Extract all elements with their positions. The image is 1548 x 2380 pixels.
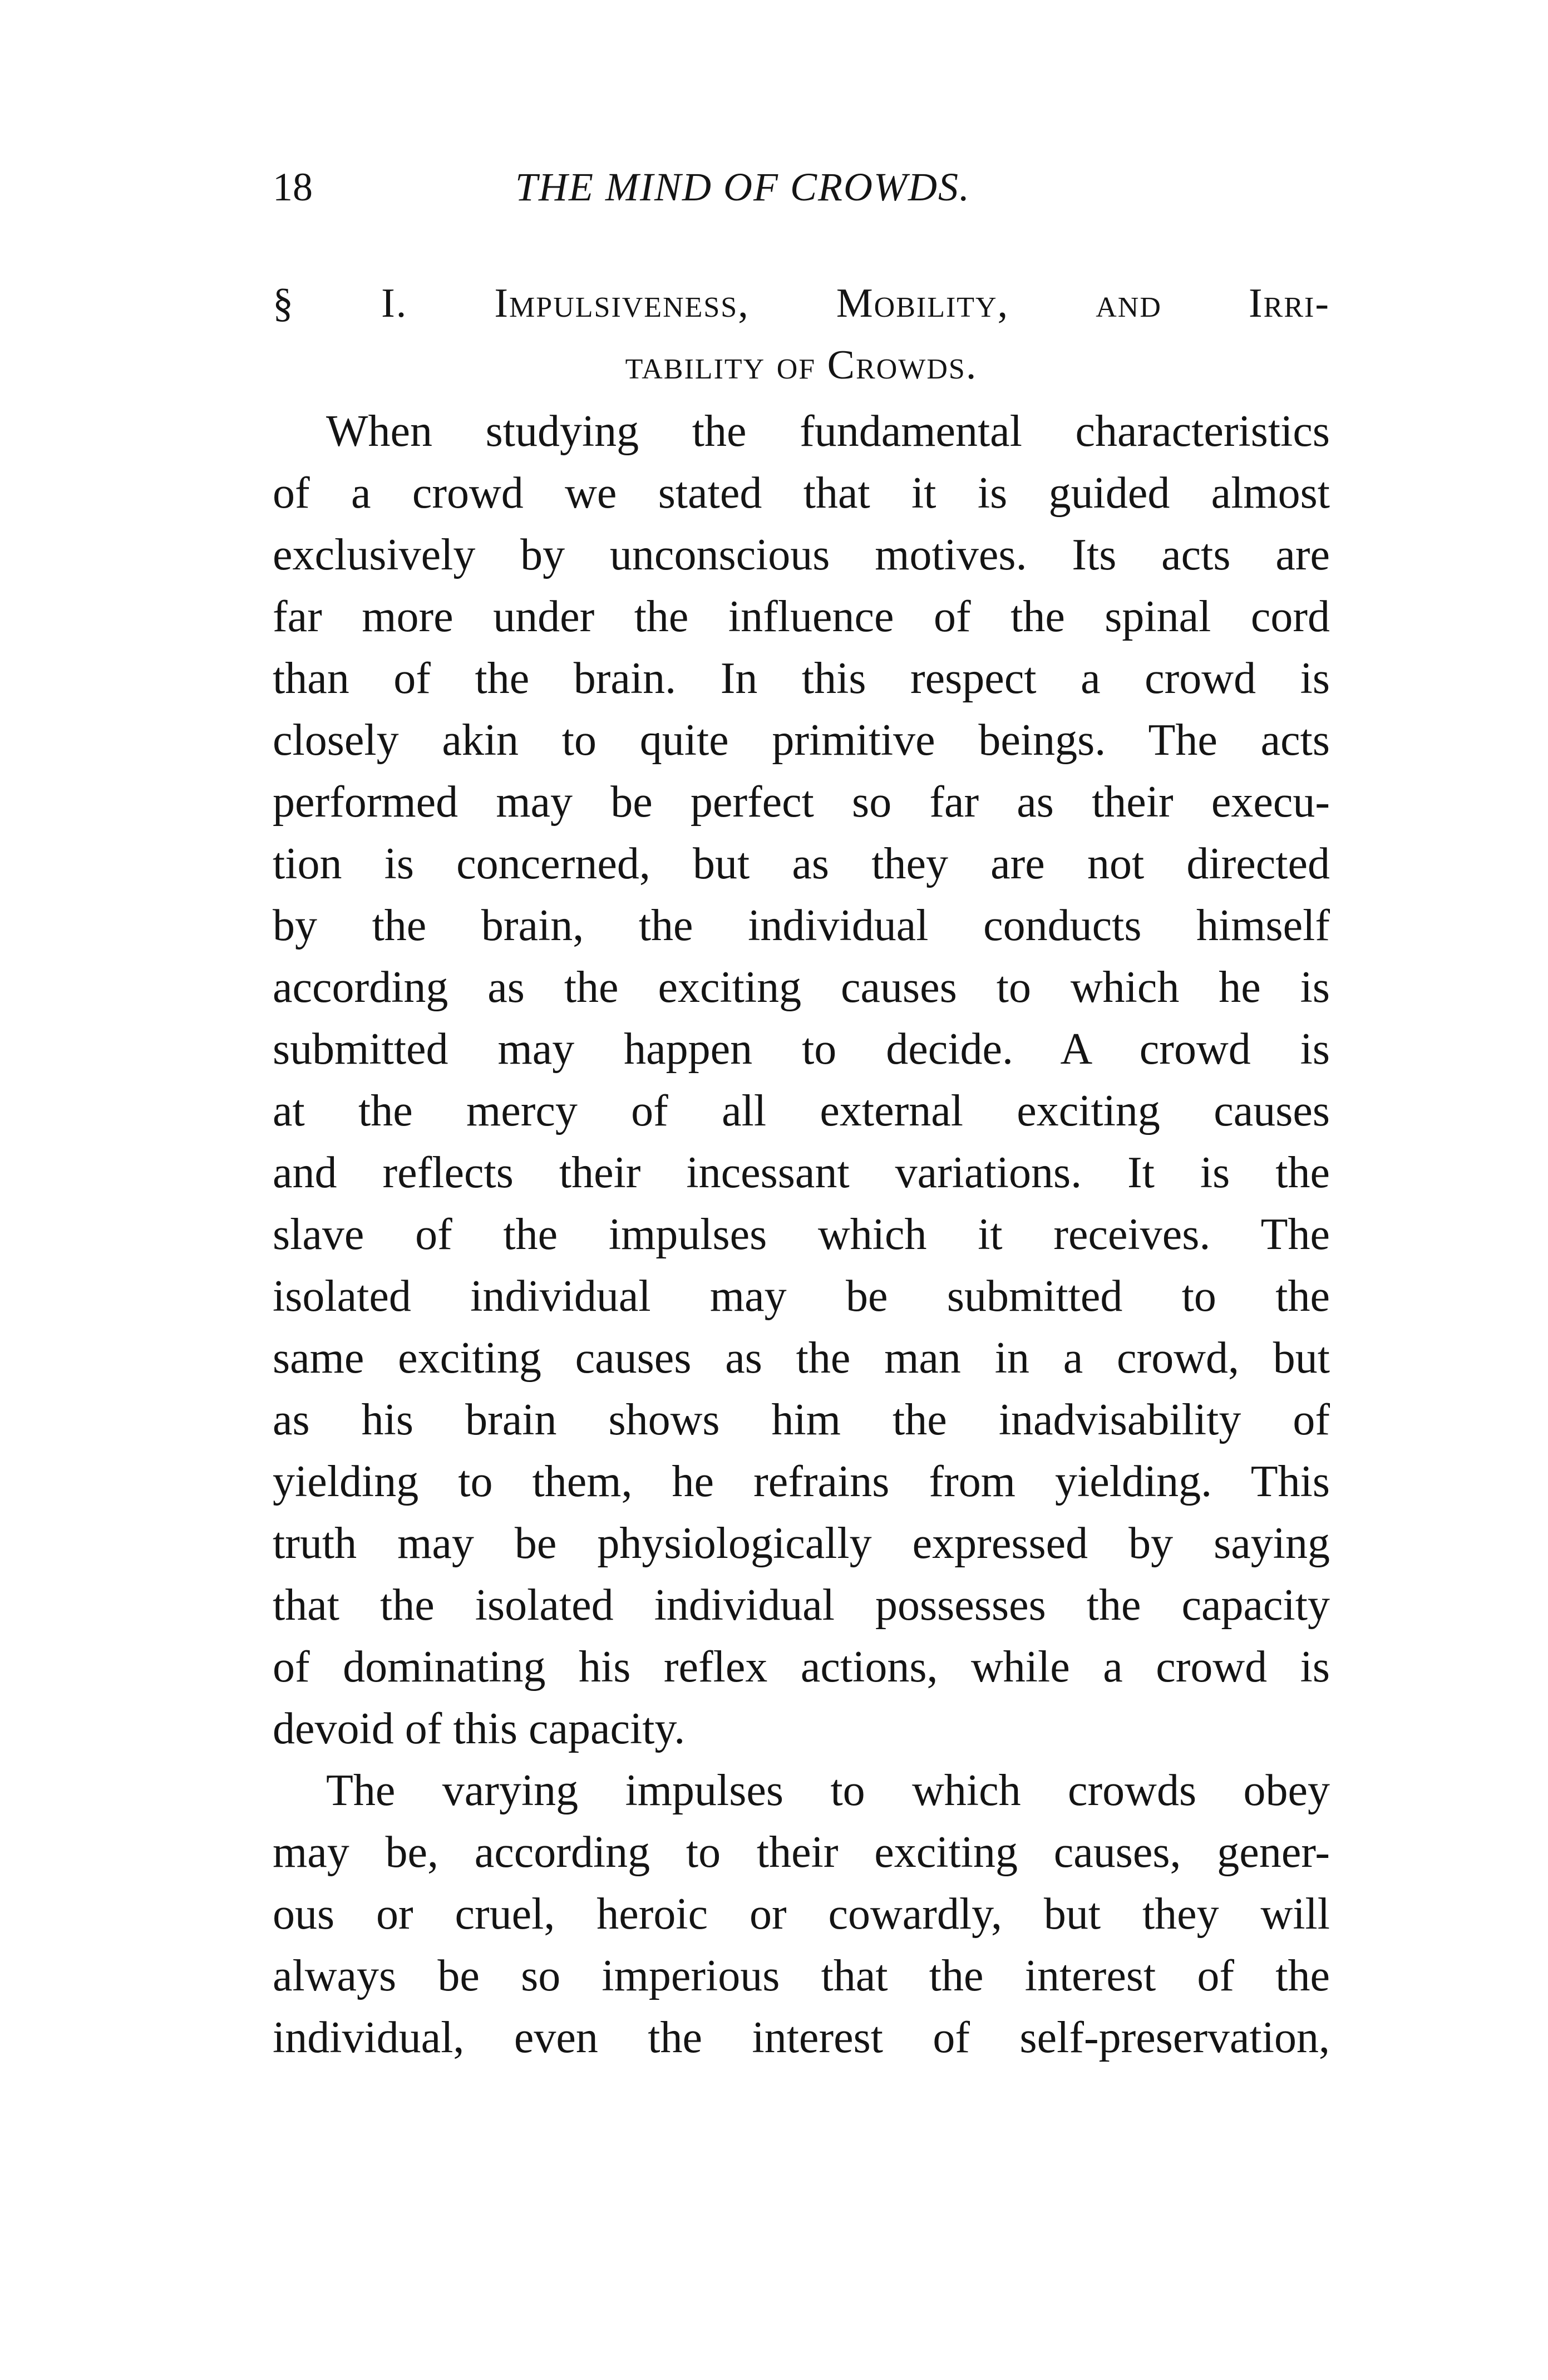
text-line: far more under the influence of the spinal cord [273,592,1330,641]
text-line: yielding to them, he refrains from yielding. This [273,1457,1330,1506]
page-number: 18 [273,165,313,209]
section-heading-line: tability of Crowds. [625,342,978,388]
text-line: that the isolated individual possesses the capacity [273,1581,1330,1630]
text-line: same exciting causes as the man in a crowd, but [273,1334,1330,1383]
text-line: individual, even the interest of self-preservation, [273,2013,1330,2062]
text-line: may be, according to their exciting causes, gener- [273,1828,1330,1877]
text-line: of a crowd we stated that it is guided almost [273,469,1330,518]
text-line: than of the brain. In this respect a crowd is [273,654,1330,703]
running-title: THE MIND OF CROWDS. [515,165,970,209]
paragraph-2 [273,1760,1330,2069]
text-line: at the mercy of all external exciting causes [273,1086,1330,1135]
text-line: truth may be physiologically expressed by saying [273,1519,1330,1568]
paragraph-1 [273,401,1330,1760]
text-line: according as the exciting causes to which he is [273,963,1330,1012]
text-line: always be so imperious that the interest of the [273,1951,1330,2000]
running-head [273,164,1330,225]
text-line: isolated individual may be submitted to the [273,1272,1330,1321]
text-line: exclusively by unconscious motives. Its acts are [273,530,1330,579]
text-line: closely akin to quite primitive beings. The acts [273,716,1330,765]
text-line: When studying the fundamental characteristics [326,407,1330,456]
text-line: ous or cruel, heroic or cowardly, but they will [273,1890,1330,1939]
section-heading-line: § I. Impulsiveness, Mobility, and Irri- [273,281,1330,326]
text-line: submitted may happen to decide. A crowd is [273,1025,1330,1074]
text-line: devoid of this capacity. [273,1704,686,1753]
text-line: and reflects their incessant variations. It is the [273,1148,1330,1197]
text-line: tion is concerned, but as they are not directed [273,839,1330,888]
text-line: performed may be perfect so far as their execu- [273,778,1330,827]
text-line: slave of the impulses which it receives. The [273,1210,1330,1259]
body-text [273,401,1330,2069]
text-line: as his brain shows him the inadvisability of [273,1395,1330,1444]
text-line: by the brain, the individual conducts himself [273,901,1330,950]
text-line: The varying impulses to which crowds obey [326,1766,1330,1815]
text-line: of dominating his reflex actions, while a crowd is [273,1643,1330,1691]
section-heading [273,273,1330,396]
